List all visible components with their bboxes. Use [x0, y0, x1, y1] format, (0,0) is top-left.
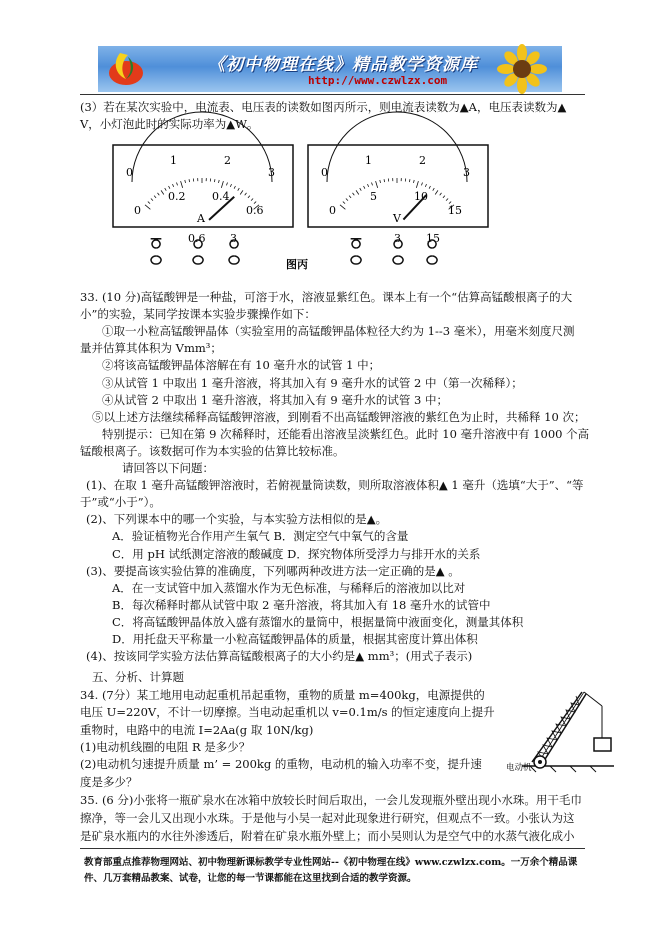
meters-figure: [112, 144, 512, 274]
voltmeter-unit: V: [393, 212, 401, 225]
q35-line-3: 是矿泉水瓶内的水往外渗透后，附着在矿泉水瓶外壁上；而小吴则认为是空气中的水蒸气液化成小: [80, 829, 575, 843]
site-logo-icon: [106, 49, 146, 89]
scale-tick: [214, 179, 215, 182]
q34-line-4: (1)电动机线圈的电阻 R 是多少？: [80, 739, 251, 754]
voltmeter-lower-2: 10: [414, 190, 428, 203]
q35-line-1: 35. (6 分)小张将一瓶矿泉水在冰箱中放较长时间后取出，一会儿发现瓶外壁出现小水珠。用干毛巾: [80, 793, 582, 807]
voltmeter-terminal-neg: —: [350, 231, 362, 245]
q3-line-1: (3）若在某次实验中，电流表、电压表的读数如图丙所示，则电流表读数为▲A，电压表读数为▲: [80, 100, 567, 114]
ammeter-lower-3: 0.6: [246, 204, 264, 217]
q34-line-2: 电压 U=220V，不计一切摩擦。当电动起重机以 v=0.1m/s 的恒定速度向上提升: [80, 705, 495, 720]
q33-line-10: 锰酸根离子。该数据可作为本实验的估算比较标准。: [80, 443, 345, 458]
ammeter-lower-0: 0: [134, 204, 141, 217]
figure-caption: 图丙: [286, 258, 308, 271]
ammeter-terminal-3: 3: [230, 232, 237, 245]
ammeter-upper-0: 0: [126, 166, 133, 179]
voltmeter-upper-1: 1: [365, 154, 372, 167]
ammeter-lower-1: 0.2: [168, 190, 186, 203]
q33-line-14: (2)、下列课本中的哪一个实验，与本实验方法相似的是▲。: [86, 512, 388, 527]
q33-line-4: 量并估算其体积为 Vmm³；: [80, 341, 222, 356]
q33-line-17: (3)、要提高该实验估算的准确度，下列哪两种改进方法一定正确的是▲ 。: [86, 563, 460, 578]
crane-motor-label: 电动机: [506, 763, 532, 773]
crane-figure: [506, 686, 620, 776]
voltmeter-upper-2: 2: [419, 154, 426, 167]
q33-line-8: ⑤以上述方法继续稀释高锰酸钾溶液，到刚看不出高锰酸钾溶液的紫红色为止时，共稀释 10 次；: [92, 409, 586, 424]
q33-line-6: ③从试管 1 中取出 1 毫升溶液，将其加入有 9 毫升水的试管 2 中（第一次稀释）；: [102, 375, 523, 390]
q33-line-18: A．在一支试管中加入蒸馏水作为无色标准，与稀释后的溶液加以比对: [112, 580, 466, 595]
q34-line-5: (2)电动机匀速提升质量 m’ = 200kg 的重物，电动机的输入功率不变，提升速: [80, 757, 482, 772]
ammeter-terminal-neg: —: [150, 231, 162, 245]
ammeter-upper-2: 2: [224, 154, 231, 167]
scale-tick: [384, 179, 385, 182]
ammeter-terminal-06: 0.6: [188, 232, 206, 245]
voltmeter-binding-posts: [351, 240, 437, 264]
q33-line-15: A．验证植物光合作用产生氧气 B．测定空气中氧气的含量: [112, 529, 409, 544]
q34-line-6: 度是多少？: [80, 774, 138, 789]
q34-line-1: 34. (7分）某工地用电动起重机吊起重物，重物的质量 m=400kg，电源提供的: [80, 688, 485, 702]
footer-line-2: 件、几万套精品教案、试卷，让您的每一节课都能在这里找到合适的教学资源。: [84, 873, 417, 884]
banner-title: 《初中物理在线》精品教学资源库: [208, 55, 478, 75]
footer-line-1: 教育部重点推荐物理网站、初中物理新课标教学专业性网站--《初中物理在线》www.czwlzx.com。一万余个精品课: [84, 857, 578, 868]
ammeter-upper-1: 1: [170, 154, 177, 167]
q3-line-2: V，小灯泡此时的实际功率为▲W。: [80, 117, 259, 131]
q33-line-9: 特别提示：已知在第 9 次稀释时，还能看出溶液呈淡紫红色。此时 10 毫升溶液中有 1000 个高: [102, 426, 590, 441]
q33-line-19: B．每次稀释时都从试管中取 2 毫升溶液，将其加入有 18 毫升水的试管中: [112, 597, 491, 612]
voltmeter-upper-0: 0: [321, 166, 328, 179]
banner-url[interactable]: http://www.czwlzx.com: [308, 74, 448, 87]
q33-line-2: 小”的实验，某同学按课本实验步骤操作如下：: [80, 307, 316, 322]
q33-line-1: 33. (10 分)高锰酸钾是一种盐，可溶于水，溶液显紫红色。课本上有一个“估算高锰酸根离子的大: [80, 290, 573, 304]
q33-line-7: ④从试管 2 中取出 1 毫升溶液，将其加入有 9 毫升水的试管 3 中；: [102, 392, 449, 407]
ammeter-unit: A: [197, 212, 205, 225]
voltmeter-upper-3: 3: [463, 166, 470, 179]
ammeter-lower-2: 0.4: [212, 190, 230, 203]
section-5-heading: 五、分析、计算题: [92, 670, 184, 684]
q33-line-16: C．用 pH 试纸测定溶液的酸碱度 D．探究物体所受浮力与排开水的关系: [112, 546, 481, 561]
header-banner: [98, 46, 562, 92]
q33-line-20: C．将高锰酸钾晶体放入盛有蒸馏水的量筒中，根据量筒中液面变化，测量其体积: [112, 614, 524, 629]
voltmeter-lower-1: 5: [370, 190, 377, 203]
q33-line-21: D．用托盘天平称量一小粒高锰酸钾晶体的质量，根据其密度计算出体积: [112, 632, 478, 646]
footer-rule: [80, 848, 585, 849]
voltmeter-lower-3: 15: [448, 204, 462, 217]
q35-line-2: 擦净，等一会儿又出现小水珠。于是他与小吴一起对此现象进行研究，但观点不一致。小张认为这: [80, 811, 575, 825]
q33-line-11: 请回答以下问题：: [122, 461, 214, 475]
voltmeter-terminal-15: 15: [426, 232, 440, 245]
ammeter: [113, 112, 293, 264]
ammeter-upper-3: 3: [268, 166, 275, 179]
header-rule: [80, 94, 585, 95]
q33-line-22: (4)、按该同学实验方法估算高锰酸根离子的大小约是▲ mm³；(用式子表示): [86, 649, 473, 664]
q33-line-3: ①取一小粒高锰酸钾晶体（实验室用的高锰酸钾晶体粒径大约为 1--3 毫米），用毫米刻度尺测: [102, 324, 575, 339]
q33-line-12: (1)、在取 1 毫升高锰酸钾溶液时，若俯视量筒读数，则所取溶液体积▲ 1 毫升（选填“大于”、“等: [86, 478, 584, 493]
voltmeter: [308, 112, 488, 264]
scale-tick: [409, 179, 410, 182]
sunflower-icon: [482, 46, 562, 92]
voltmeter-lower-0: 0: [329, 204, 336, 217]
q33-line-13: 于”或“小于”）。: [80, 495, 161, 510]
scale-tick: [189, 179, 190, 182]
voltmeter-terminal-3: 3: [394, 232, 401, 245]
q33-line-5: ②将该高锰酸钾晶体溶解在有 10 毫升水的试管 1 中；: [102, 358, 381, 373]
q34-line-3: 重物时，电路中的电流 I=2Aa(g 取 10N/kg): [80, 722, 314, 737]
